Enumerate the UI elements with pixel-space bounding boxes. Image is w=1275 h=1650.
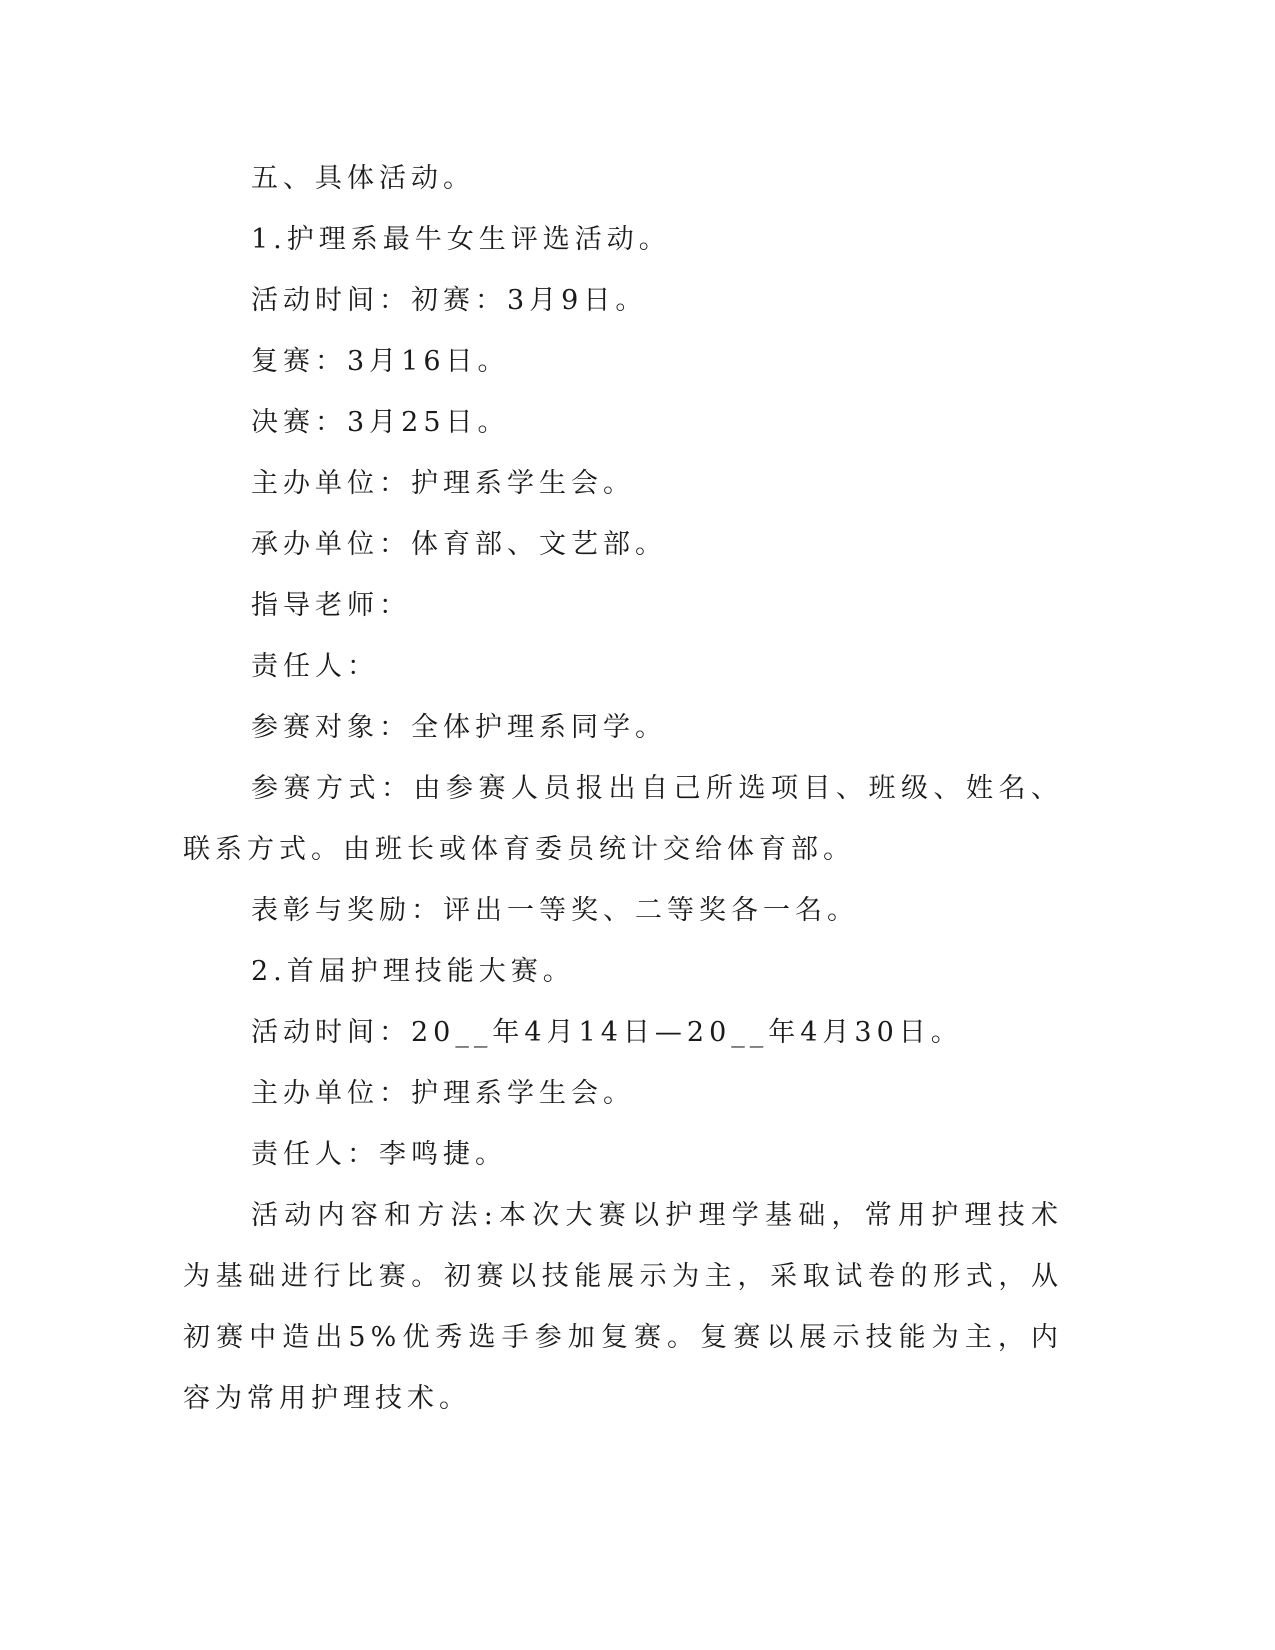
document-body [183,148,1063,1429]
activity-1-title: 1.护理系最牛女生评选活动。 [251,224,671,255]
activity-2-responsible: 责任人：李鸣捷。 [251,1139,507,1170]
activity-2-time: 活动时间：20__年4月14日—20__年4月30日。 [251,1017,963,1048]
activity-2-host: 主办单位：护理系学生会。 [251,1078,635,1109]
section-heading: 五、具体活动。 [251,163,475,194]
activity-1-time: 活动时间：初赛：3月9日。 [251,285,648,316]
activity-1-semifinal: 复赛：3月16日。 [251,346,510,377]
activity-1-final: 决赛：3月25日。 [251,407,510,438]
activity-1-advisor: 指导老师： [251,590,411,621]
activity-1-organizer: 承办单位：体育部、文艺部。 [251,529,667,560]
activity-2-content: 活动内容和方法:本次大赛以护理学基础，常用护理技术为基础进行比赛。初赛以技能展示为主，采取试卷的形式，从初赛中造出5%优秀选手参加复赛。复赛以展示技能为主，内容为常用护理技术。 [183,1200,1063,1414]
activity-1-host: 主办单位：护理系学生会。 [251,468,635,499]
activity-1-method: 参赛方式：由参赛人员报出自己所选项目、班级、姓名、联系方式。由班长或体育委员统计交给体育部。 [183,773,1063,865]
activity-1-responsible: 责任人： [251,651,379,682]
activity-1-participants: 参赛对象：全体护理系同学。 [251,712,667,743]
activity-2-title: 2.首届护理技能大赛。 [251,956,575,987]
activity-1-awards: 表彰与奖励：评出一等奖、二等奖各一名。 [251,895,859,926]
